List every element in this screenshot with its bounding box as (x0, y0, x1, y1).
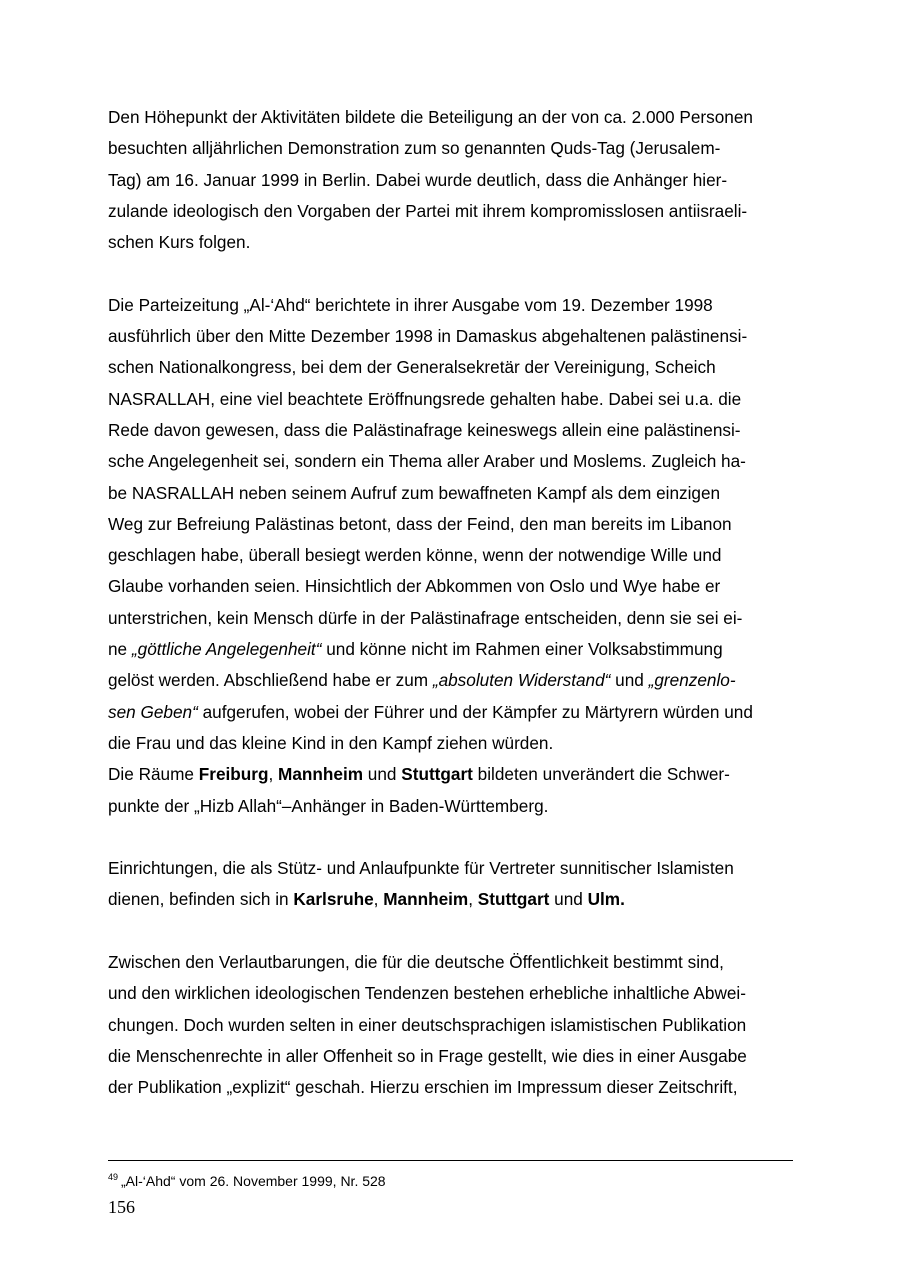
text-run: bildeten unverändert die Schwer- (472, 764, 730, 785)
text-line (108, 352, 792, 383)
text-run: Zwischen den Verlautbarungen, die für die deutsche Öffentlichkeit bestimmt sind, (108, 952, 724, 973)
text-run: punkte der „Hizb Allah“–Anhänger in Baden-Württemberg. (108, 795, 549, 816)
bold-text: Stuttgart (477, 889, 550, 910)
italic-text: sen Geben“ (108, 701, 198, 722)
text-run: Den Höhepunkt der Aktivitäten bildete die Beteiligung an der von ca. 2.000 Personen (108, 107, 753, 127)
text-line (108, 509, 792, 540)
text-line (108, 1041, 792, 1072)
text-run: Die Parteizeitung „Al-‘Ahd“ berichtete in ihrer Ausgabe vom 19. Dezember 1998 (108, 294, 713, 315)
text-run: Glaube vorhanden seien. Hinsichtlich der Abkommen von Oslo und Wye habe er (108, 576, 721, 597)
text-run: Einrichtungen, die als Stütz- und Anlaufpunkte für Vertreter sunnitischer Islamisten (108, 858, 734, 879)
italic-text: „absoluten Widerstand“ (432, 670, 611, 691)
text-run: besuchten alljährlichen Demonstration zum so genannten Quds-Tag (Jerusalem- (108, 138, 721, 159)
bold-text: Mannheim (383, 889, 469, 910)
text-run: und könne nicht im Rahmen einer Volksabstimmung (321, 639, 723, 660)
text-run: Tag) am 16. Januar 1999 in Berlin. Dabei wurde deutlich, dass die Anhänger hier- (108, 169, 728, 190)
text-run: be NASRALLAH neben seinem Aufruf zum bewaffneten Kampf als dem einzigen (108, 482, 721, 503)
text-line (108, 478, 792, 509)
text-run: zulande ideologisch den Vorgaben der Partei mit ihrem kompromisslosen antiisraeli- (108, 200, 748, 221)
text-line (108, 415, 792, 446)
bold-text: Stuttgart (401, 764, 473, 785)
text-line (108, 446, 792, 477)
text-run: die Menschenrechte in aller Offenheit so in Frage gestellt, wie dies in einer Ausgabe (108, 1045, 747, 1066)
page-number: 156 (108, 1197, 135, 1217)
text-line (108, 133, 792, 164)
text-line (108, 665, 792, 696)
paragraph-gap (108, 916, 792, 947)
text-line (108, 791, 792, 822)
text-line (108, 603, 792, 634)
text-run: gelöst werden. Abschließend habe er zum (108, 670, 433, 691)
italic-text: „grenzenlo- (648, 670, 736, 691)
text-line (108, 853, 792, 884)
text-run: Rede davon gewesen, dass die Palästinafrage keineswegs allein eine palästinensi- (108, 419, 741, 440)
footnote-number: 49 (108, 1172, 119, 1182)
text-run: geschlagen habe, überall besiegt werden könne, wenn der notwendige Wille und (108, 545, 722, 566)
text-line (108, 1010, 792, 1041)
text-line (108, 165, 792, 196)
text-line (108, 947, 792, 978)
text-line (108, 102, 792, 133)
text-line (108, 728, 792, 759)
text-run: , (373, 889, 384, 910)
bold-text: Karlsruhe (293, 889, 374, 910)
text-line (108, 884, 792, 915)
text-run: aufgerufen, wobei der Führer und der Kämpfer zu Märtyrern würden und (197, 701, 753, 722)
text-run: und (549, 889, 588, 910)
text-line (108, 321, 792, 352)
text-run: ausführlich über den Mitte Dezember 1998 in Damaskus abgehaltenen palästinensi- (108, 326, 748, 347)
bold-text: Ulm. (587, 889, 625, 910)
text-line (108, 571, 792, 602)
body-text (108, 102, 792, 1104)
text-run: schen Nationalkongress, bei dem der Generalsekretär der Vereinigung, Scheich (108, 357, 716, 378)
text-run: dienen, befinden sich in (108, 889, 294, 910)
text-run: unterstrichen, kein Mensch dürfe in der Palästinafrage entscheiden, denn sie sei ei- (108, 607, 743, 628)
bold-text: Mannheim (278, 764, 364, 785)
paragraph (108, 947, 792, 1103)
text-run: , (268, 764, 279, 785)
text-run: ne (108, 639, 132, 660)
text-run: Die Räume (108, 764, 199, 785)
text-line (108, 384, 792, 415)
text-line (108, 290, 792, 321)
text-run: Weg zur Befreiung Palästinas betont, dass der Feind, den man bereits im Libanon (108, 513, 732, 534)
text-run: schen Kurs folgen. (108, 232, 251, 253)
text-run: sche Angelegenheit sei, sondern ein Thema aller Araber und Moslems. Zugleich ha- (108, 451, 746, 472)
text-run: der Publikation „explizit“ geschah. Hierzu erschien im Impressum dieser Zeitschrift, (108, 1077, 738, 1098)
text-line (108, 196, 792, 227)
italic-text: „göttliche Angelegenheit“ (131, 639, 322, 660)
paragraph-gap (108, 258, 792, 289)
text-run: , (468, 889, 478, 910)
text-line (108, 978, 792, 1009)
text-run: chungen. Doch wurden selten in einer deutschsprachigen islamistischen Publikation (108, 1014, 747, 1035)
text-line (108, 540, 792, 571)
text-line (108, 697, 792, 728)
text-line (108, 634, 792, 665)
footnote-text: „Al-‘Ahd“ vom 26. November 1999, Nr. 528 (121, 1173, 386, 1189)
text-line (108, 759, 792, 790)
paragraph-gap (108, 822, 792, 853)
paragraph (108, 290, 792, 822)
text-run: die Frau und das kleine Kind in den Kampf ziehen würden. (108, 732, 554, 753)
text-line (108, 1072, 792, 1103)
text-run: und den wirklichen ideologischen Tendenzen bestehen erhebliche inhaltliche Abwei- (108, 983, 746, 1004)
text-line (108, 227, 792, 258)
paragraph (108, 102, 792, 258)
text-run: und (610, 670, 649, 691)
text-run: NASRALLAH, eine viel beachtete Eröffnungsrede gehalten habe. Dabei sei u.a. die (108, 388, 742, 409)
bold-text: Freiburg (198, 764, 269, 785)
footnote-separator (108, 1160, 793, 1161)
text-run: und (363, 764, 402, 785)
paragraph (108, 853, 792, 916)
footnote (108, 1167, 386, 1191)
